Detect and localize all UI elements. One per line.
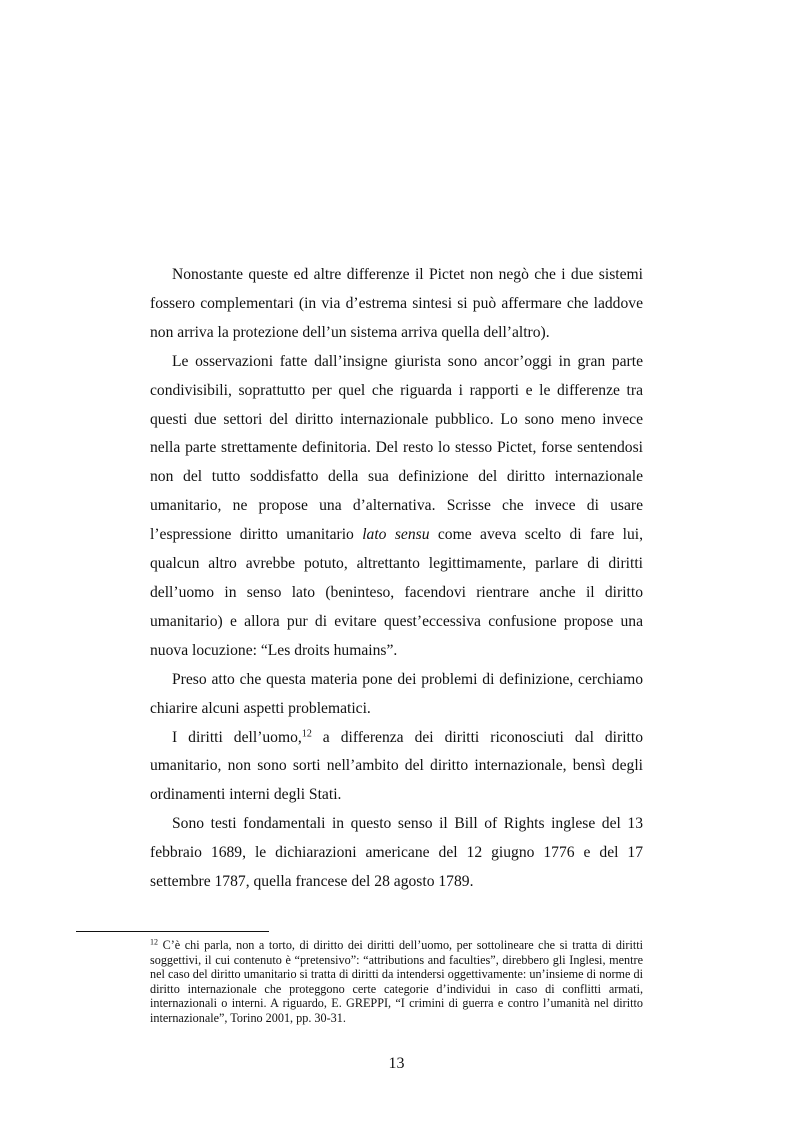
paragraph-4-text-after: a differenza dei diritti riconosciuti dal diritto umanitario, non sono sorti nell’ambito del diritto internazionale, bensì degli ordinamenti interni degli Stati. (150, 728, 643, 804)
body-text (150, 261, 643, 897)
footnote-number: 12 (150, 937, 158, 947)
footnote (150, 938, 643, 1026)
paragraph-2-text-after: come aveva scelto di fare lui, qualcun altro avrebbe potuto, altrettanto legittimamente, parlare di diritti dell’uomo in senso lato (beninteso, facendovi rientrare anche il diritto umanitario) e allora pur di evitare quest’eccessiva confusione propose una nuova locuzione: “Les droits humains”. (150, 526, 643, 659)
paragraph-3-text: Preso atto che questa materia pone dei problemi di definizione, cerchiamo chiarire alcuni aspetti problematici. (150, 670, 643, 717)
page-number: 13 (388, 1055, 405, 1072)
paragraph-3 (150, 666, 643, 724)
paragraph-4-text: I diritti dell’uomo, (172, 728, 302, 746)
paragraph-1-text: Nonostante queste ed altre differenze il Pictet non negò che i due sistemi fossero complementari (in via d’estrema sintesi si può affermare che laddove non arriva la protezione dell’un sistema arriva quella dell’altro). (150, 266, 643, 341)
paragraph-1 (150, 261, 643, 348)
paragraph-2-text: Le osservazioni fatte dall’insigne giurista sono ancor’oggi in gran parte condivisibili, soprattutto per quel che riguarda i rapporti e le differenze tra questi due settori del diritto internazionale pubblico. Lo sono meno invece nella parte strettamente definitoria. Del resto lo stesso Pictet, forse sentendosi non del tutto soddisfatto della sua definizione del diritto internazionale umanitario, ne propose una d’alternativa. Scrisse che invece di usare l’espressione diritto umanitario (150, 352, 643, 544)
paragraph-5 (150, 810, 643, 897)
footnote-separator (76, 931, 269, 932)
footnote-text: C’è chi parla, non a torto, di diritto dei diritti dell’uomo, per sottolineare che si tratta di diritti soggettivi, il cui contenuto è “pretensivo”: “attributions and faculties”, direbbero gli Inglesi, mentre nel caso del diritto umanitario si tratta di diritti da intendersi oggettivamente: un’insieme di norme di diritto internazionale che proteggono certe categorie d’individui in caso di conflitti armati, internazionali o interni. A riguardo, E. GREPPI, “I crimini di guerra e contro l’umanità nel diritto internazionale”, Torino 2001, pp. 30-31. (150, 938, 644, 1025)
paragraph-2-italic-phrase: lato sensu (362, 526, 430, 544)
paragraph-5-text: Sono testi fondamentali in questo senso il Bill of Rights inglese del 13 febbraio 1689, le dichiarazioni americane del 12 giugno 1776 e del 17 settembre 1787, quella francese del 28 agosto 1789. (150, 815, 643, 891)
paragraph-4 (150, 724, 643, 811)
paragraph-2 (150, 348, 643, 666)
footnote-reference[interactable]: 12 (301, 728, 312, 739)
